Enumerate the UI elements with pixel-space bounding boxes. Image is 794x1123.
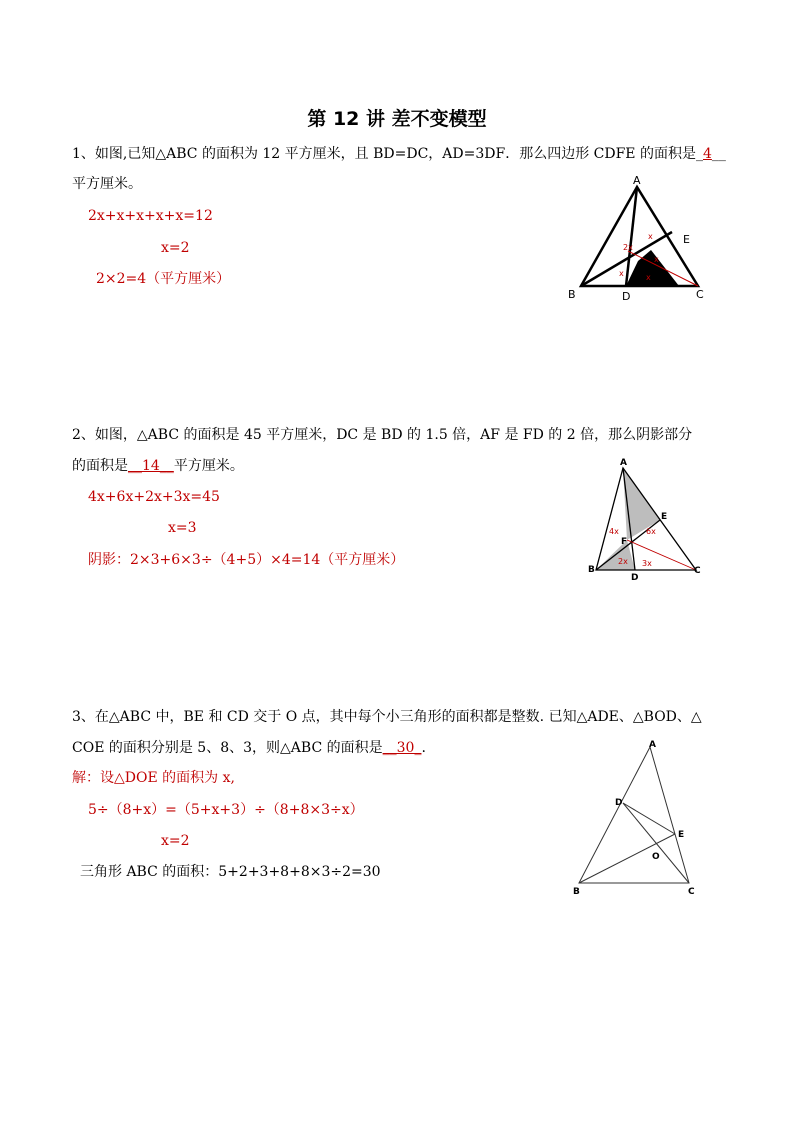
q1-label-a: A xyxy=(633,174,641,187)
q2-mark-6x: 6x xyxy=(646,527,656,536)
q1-mark-2x: 2x xyxy=(623,243,633,252)
q2-triangle-figure xyxy=(580,455,710,585)
q3-label-a: A xyxy=(649,740,656,750)
q2-text-before: 的面积是 xyxy=(72,458,128,474)
q3-solution-line2: 5÷（8+x）=（5+x+3）÷（8+8×3÷x） xyxy=(88,802,364,818)
q1-mark-x-bottom: x xyxy=(646,273,651,282)
q2-label-e: E xyxy=(661,512,668,522)
q2-mark-3x: 3x xyxy=(642,559,652,568)
q3-label-d: D xyxy=(615,798,623,808)
q2-label-b: B xyxy=(588,565,595,575)
q3-label-o: O xyxy=(652,852,660,862)
q1-solution-line3: 2×2=4（平方厘米） xyxy=(96,271,231,287)
q3-triangle-figure xyxy=(565,735,710,905)
q3-text-line1: 3、在△ABC 中，BE 和 CD 交于 O 点，其中每个小三角形的面积都是整数. 已知△ADE、△BOD、△ xyxy=(72,709,702,725)
q2-solution-line2: x=3 xyxy=(168,520,197,536)
q2-label-d: D xyxy=(631,573,639,583)
q3-solution-line1: 解：设△DOE 的面积为 x, xyxy=(72,770,235,786)
q2-solution-line3: 阴影：2×3+6×3÷（4+5）×4=14（平方厘米） xyxy=(88,552,405,568)
q3-text-after: . xyxy=(421,740,426,756)
q1-label-b: B xyxy=(568,288,576,301)
q3-segment-dc xyxy=(623,803,689,883)
q3-answer: __30_ xyxy=(382,740,422,756)
q1-label-d: D xyxy=(622,290,631,303)
q1-answer: 4 xyxy=(702,146,712,162)
q1-mark-x-mid: x xyxy=(654,255,659,264)
q2-mark-2x: 2x xyxy=(618,557,628,566)
q2-mark-4x: 4x xyxy=(609,527,619,536)
q3-solution-line3: x=2 xyxy=(161,833,190,849)
q3-solution-line4: 三角形 ABC 的面积：5+2+3+8+8×3÷2=30 xyxy=(80,864,381,880)
q3-text-line2 xyxy=(72,733,426,763)
q2-label-c: C xyxy=(694,566,701,576)
q1-text-before: 1、如图,已知△ABC 的面积为 12 平方厘米，且 BD=DC，AD=3DF．那么四边形 CDFE 的面积是_ xyxy=(72,146,703,162)
q2-text-line2 xyxy=(72,451,244,481)
q1-solution-line2: x=2 xyxy=(161,240,190,256)
q1-solution-line1: 2x+x+x+x+x=12 xyxy=(88,208,213,224)
q1-label-e: E xyxy=(683,233,690,246)
page-title: 第 12 讲 差不变模型 xyxy=(307,108,487,130)
q1-text xyxy=(72,139,726,169)
q3-label-b: B xyxy=(573,887,580,897)
q3-segment-be xyxy=(579,834,675,883)
q2-text-after: 平方厘米。 xyxy=(173,458,244,474)
q1-label-c: C xyxy=(696,288,704,301)
q1-mark-x-left: x xyxy=(619,269,624,278)
q2-text-line1: 2、如图，△ABC 的面积是 45 平方厘米，DC 是 BD 的 1.5 倍，AF 是 FD 的 2 倍，那么阴影部分 xyxy=(72,427,693,443)
q3-text-before: COE 的面积分别是 5、8、3，则△ABC 的面积是 xyxy=(72,740,383,756)
q2-label-f: F xyxy=(621,537,628,547)
q1-triangle-figure xyxy=(560,170,720,310)
q3-label-e: E xyxy=(678,830,685,840)
q3-label-c: C xyxy=(688,887,695,897)
q2-solution-line1: 4x+6x+2x+3x=45 xyxy=(88,489,220,505)
q1-text-after: __ xyxy=(711,146,726,162)
q1-text-line2: 平方厘米。 xyxy=(72,176,142,192)
q1-mark-x-top: x xyxy=(648,232,653,241)
q2-label-a: A xyxy=(620,458,627,468)
q2-answer: __14__ xyxy=(128,458,174,474)
